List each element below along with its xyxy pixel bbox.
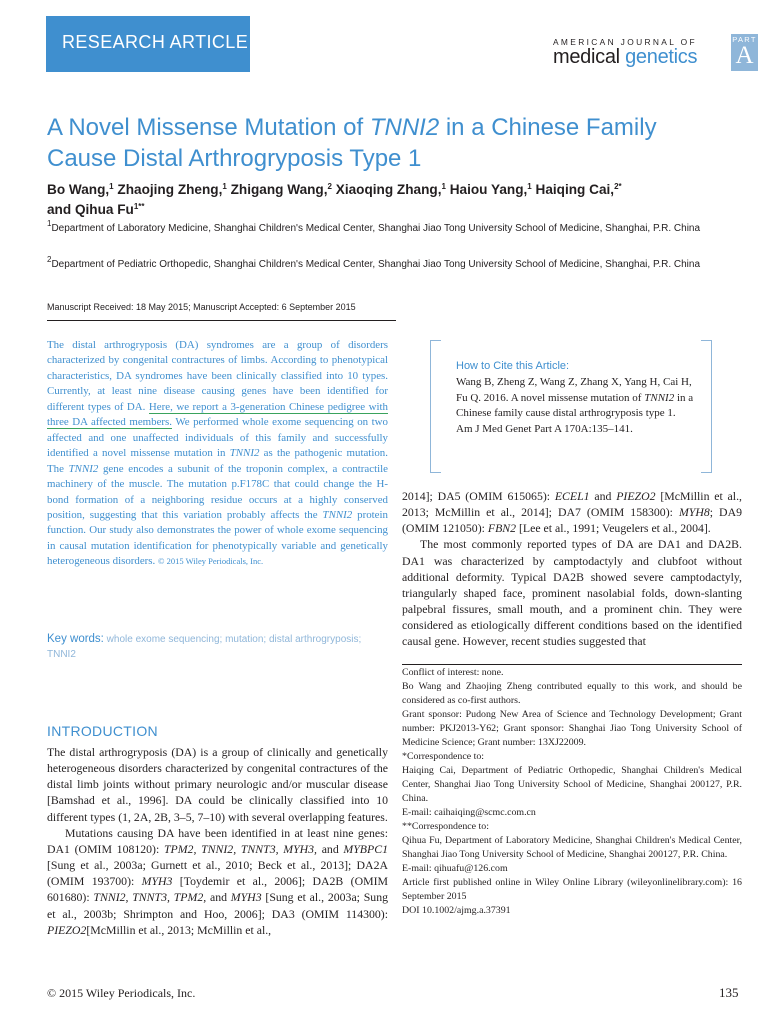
footnote: DOI 10.1002/ajmg.a.37391 [402,905,511,916]
highlighted-sentence: Here, we report a 3-generation Chinese pedigree with three DA affected members. [47,400,388,429]
paragraph: Mutations causing DA have been identified in at least nine genes: DA1 (OMIM 108120): TPM2, TNNI2, TNNT3, MYH3, and MYBPC1 [Sung et al., 2003a; Gurnett et al., 2010; Beck et al., 2013]; DA2A (OMIM 193700): MYH3 [Toydemir et al., 2006]; DA2B (OMIM 601680): TNNI2, TNNT3, TPM2, and MYH3 [Sung et al., 2003a; Sung et al., 2003b; Shrimpton and Hoo, 2006]; DA3 (OMIM 114300): PIEZO2[McMillin et al., 2013; McMillin et al., [47,825,389,937]
author: Zhaojing Zheng,$^1$ [117,182,227,197]
title-pre: A Novel Missense Mutation of [47,114,370,141]
journal-name-top: AMERICAN JOURNAL OF [553,37,697,47]
title-post: in a Chinese Family Cause Distal Arthrogryposis Type 1 [47,114,657,172]
part-letter: A [735,42,754,69]
journal-logo [553,46,697,69]
right-column-text [402,488,742,650]
paragraph: The distal arthrogryposis (DA) is a group of clinically and genetically heterogeneous disorders characterized by congenital contractures of the distal limb joints without primary neurologic and/or muscular disease [Bamshad et al., 1996]. DA could be clinically classified into 10 different types (1, 2A, 2B, 3–5, 7–10) with several overlapping features. [47,745,388,824]
footnote: Bo Wang and Zhaojing Zheng contributed equally to this work, and should be considered as co-first authors. [402,681,742,706]
section-heading-introduction: INTRODUCTION [47,723,158,739]
part-label: PART [732,35,757,44]
footnote: Qihua Fu, Department of Laboratory Medicine, Shanghai Children's Medical Center, Shanghai Jiao Tong University School of Medicine, Shanghai 200127, P.R. China. [402,835,742,860]
footnote: Article first published online in Wiley Online Library (wileyonlinelibrary.com): 16 September 2015 [402,877,742,902]
affiliation: $^1$Department of Laboratory Medicine, Shanghai Children's Medical Center, Shanghai Jiao Tong University School of Medicine, Shanghai, P.R. China [47,219,701,234]
footnote-divider [402,664,742,665]
footnote: **Correspondence to: [402,821,489,832]
footnote: E-mail: qihuafu@126.com [402,863,508,874]
journal-part-badge [731,34,758,71]
journal-word-medical: medical [553,46,620,68]
divider [47,320,396,321]
bracket-left [430,340,441,473]
keywords-text: whole exome sequencing; mutation; distal arthrogryposis; TNNI2 [47,634,362,660]
citation-text: Wang B, Zheng Z, Wang Z, Zhang X, Yang H, Cai H, Fu Q. 2016. A novel missense mutation of TNNI2 in a Chinese family cause distal arthrogryposis type 1. Am J Med Genet Part A 170A:135–141. [456,376,694,435]
paragraph: The most commonly reported types of DA are DA1 and DA2B. DA1 was characterized by camptodactyly and clubfoot without additional deformity. Typical DA2B showed severe camptodactyly, triangularly shaped face, prominent nasolabial folds, down-slanting palpebral fissures, small mouth, and a prominent chin. They were considered as etiologically different conditions based on the identified causal gene. However, recent studies suggested that [402,537,742,649]
abstract-copyright: © 2015 Wiley Periodicals, Inc. [158,556,264,567]
footnote: Grant sponsor: Pudong New Area of Science and Technology Development; Grant number: PKJ2013-Y62; Grant sponsor: Shanghai Jiao Tong University School of Medicine Science; Grant number: 13XJ22009. [402,709,742,748]
journal-word-genetics: genetics [625,46,698,68]
footnotes [402,666,742,918]
keywords [47,632,388,662]
title-gene: TNNI2 [369,114,440,141]
article-type-badge: RESEARCH ARTICLE [46,16,250,72]
author-list [47,180,737,220]
bracket-right [701,340,712,473]
author: Haiqing Cai,$^{2*}$ [535,182,622,197]
footer-copyright: © 2015 Wiley Periodicals, Inc. [47,986,196,1000]
footnote: Haiqing Cai, Department of Pediatric Orthopedic, Shanghai Children's Medical Center, Shanghai Jiao Tong University School of Medicine, Shanghai 200127, P.R. China. [402,765,742,804]
author: Zhigang Wang,$^2$ [230,182,332,197]
author: Haiou Yang,$^1$ [449,182,532,197]
author: Bo Wang,$^1$ [47,182,114,197]
manuscript-dates: Manuscript Received: 18 May 2015; Manuscript Accepted: 6 September 2015 [47,302,356,312]
footnote: Conflict of interest: none. [402,667,504,678]
abstract: The distal arthrogryposis (DA) syndromes are a group of disorders characterized by congenital contractures of limbs. According to phenotypical characteristics, DA syndromes have been clinically classified into 10 types. Currently, at least nine disease causing genes have been identified for different types of DA. Here, we report a 3-generation Chinese pedigree with three DA affected members. We performed whole exome sequencing on two affected and one unaffected individuals of this family and successfully identified a novel missense mutation in TNNI2 as the pathogenic mutation. The TNNI2 gene encodes a subunit of the troponin complex, a contractile machinery of the muscle. The mutation p.F178C that could change the H-bond formation of a neighboring residue occurs at a highly conserved position, suggesting that this variation probably affects the TNNI2 protein function. Our study also demonstrates the power of whole exome sequencing in causal mutation identification for phenotypically variable and genetically heterogeneous disorders. © 2015 Wiley Periodicals, Inc. [47,339,389,568]
article-title [47,112,727,174]
affiliation: $^2$Department of Pediatric Orthopedic, Shanghai Children's Medical Center, Shanghai Jiao Tong University School of Medicine, Shanghai, P.R. China [47,255,701,270]
introduction-text [47,744,388,938]
citation-heading: How to Cite this Article: [456,360,570,372]
footnote: E-mail: caihaiqing@scmc.com.cn [402,807,536,818]
author: Xiaoqing Zhang,$^1$ [335,182,446,197]
page-number: 135 [719,985,739,1000]
footnote: *Correspondence to: [402,751,484,762]
paragraph: 2014]; DA5 (OMIM 615065): ECEL1 and PIEZO2 [McMillin et al., 2013; McMillin et al., 2014]; DA7 (OMIM 158300): MYH8; DA9 (OMIM 121050): FBN2 [Lee et al., 1991; Veugelers et al., 2004]. [402,489,742,536]
author: and Qihua $Fu^{1**}$ [47,202,145,217]
keywords-label: Key words: [47,633,104,645]
